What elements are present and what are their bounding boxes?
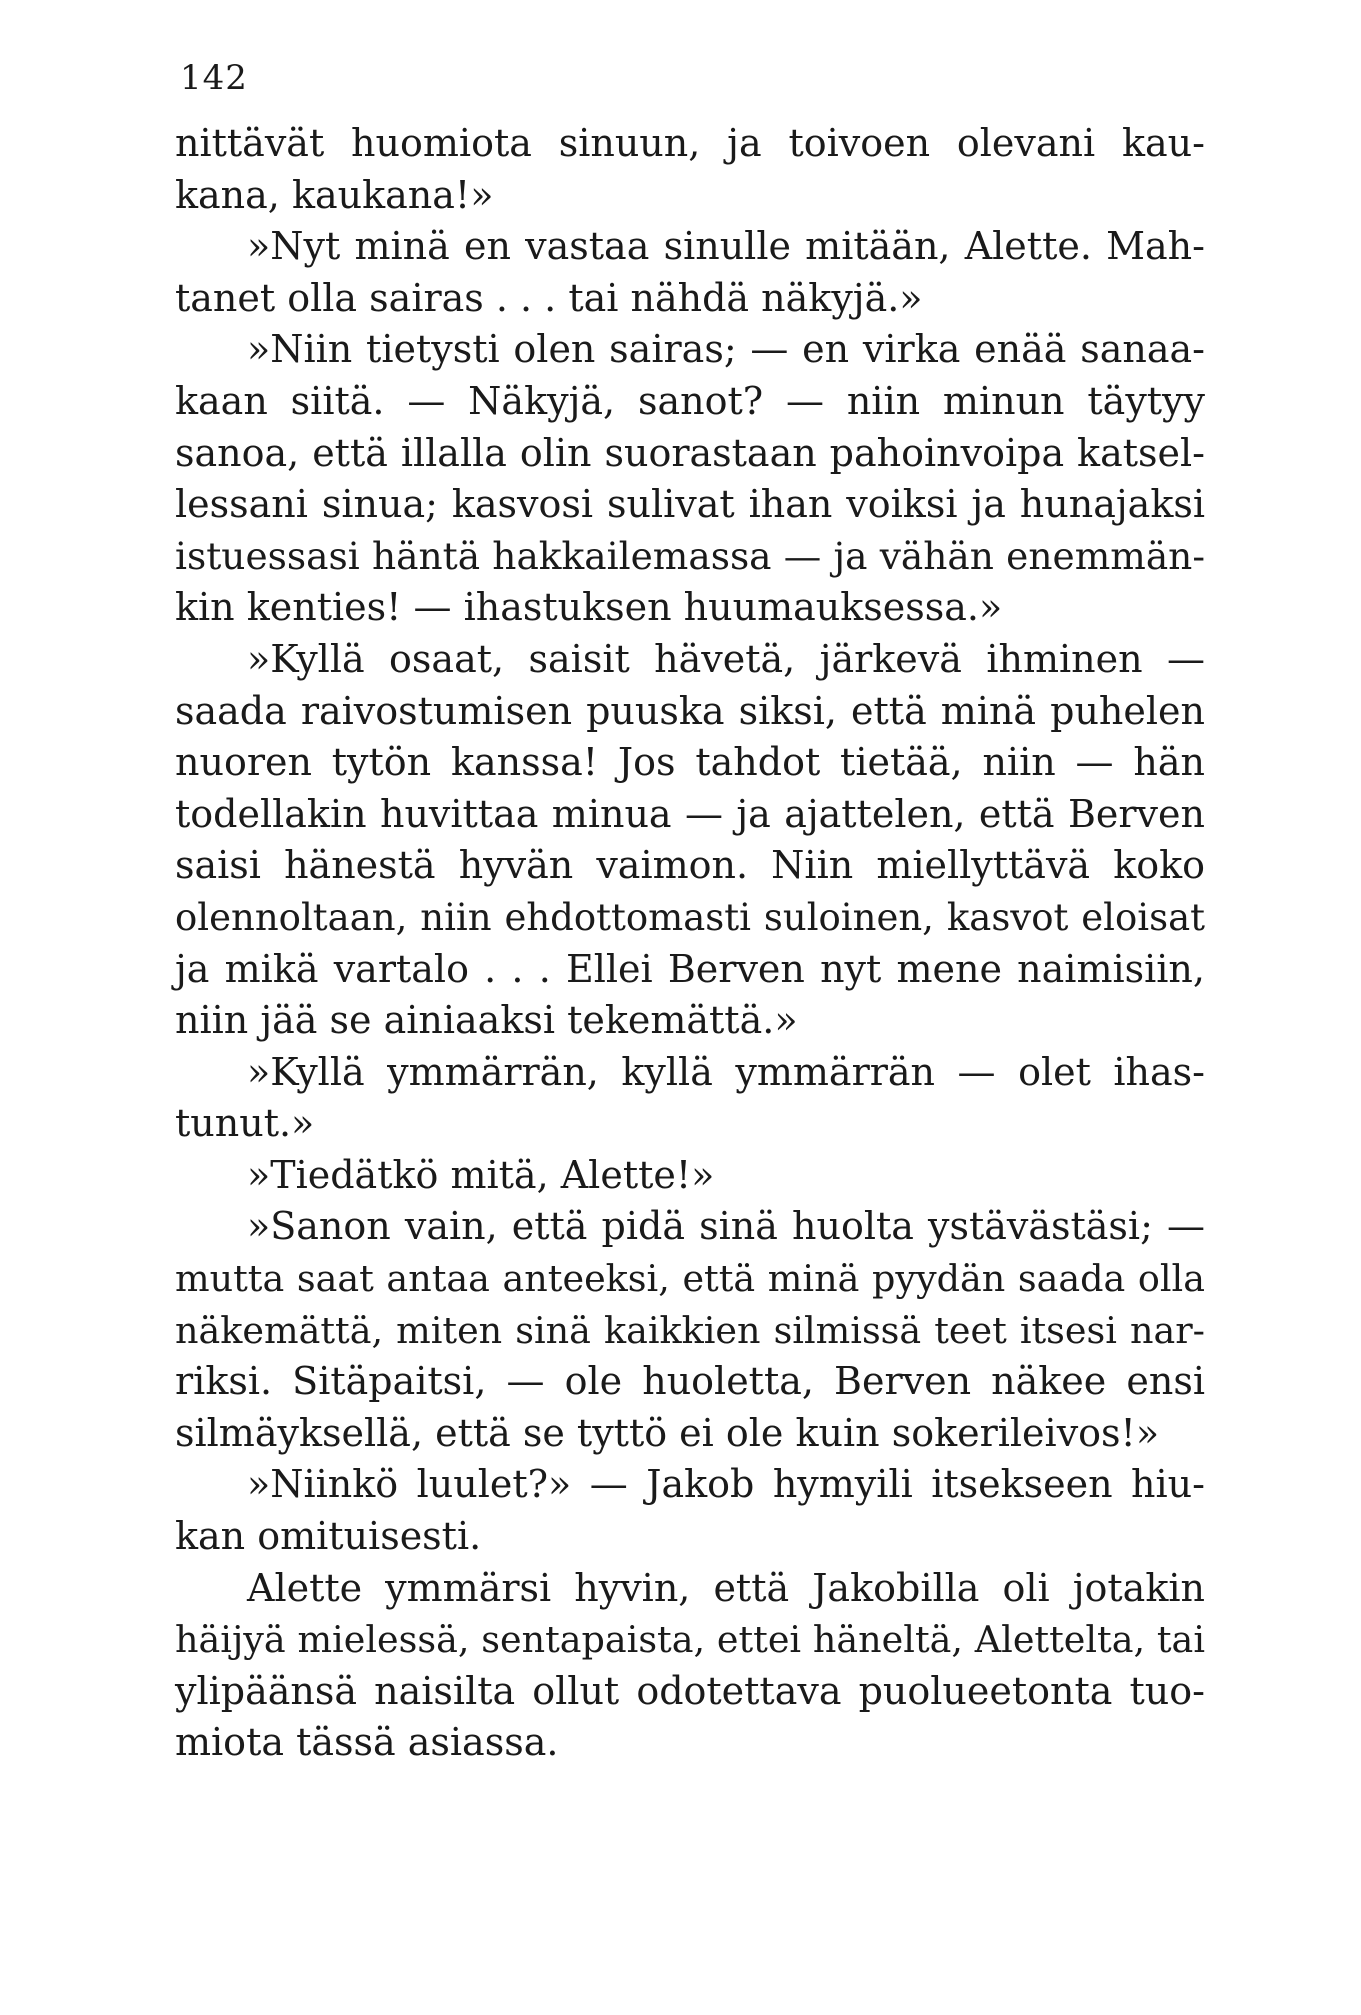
text-line: »Niin tietysti olen sairas; — en virka enää sanaa- — [247, 327, 1205, 372]
text-line: »Kyllä osaat, saisit hävetä, järkevä ihminen — — [247, 636, 1205, 681]
text-line: kana, kaukana!» — [175, 172, 494, 217]
text-line: häijyä mielessä, sentapaista, ettei häneltä, Alettelta, tai — [175, 1618, 1205, 1662]
body-text — [175, 118, 1205, 1769]
text-line: näkemättä, miten sinä kaikkien silmissä teet itsesi nar- — [175, 1308, 1205, 1352]
text-line: ja mikä vartalo . . . Ellei Berven nyt mene naimisiin, — [175, 946, 1205, 991]
text-line: kin kenties! — ihastuksen huumauksessa.» — [175, 585, 1003, 630]
text-line: nittävät huomiota sinuun, ja toivoen olevani kau- — [175, 121, 1205, 165]
text-line: »Tiedätkö mitä, Alette!» — [247, 1152, 715, 1197]
text-line: niin jää se ainiaaksi tekemättä.» — [175, 998, 798, 1043]
text-line: »Niinkö luulet?» — Jakob hymyili itsekseen hiu- — [247, 1462, 1205, 1507]
text-line: saada raivostumisen puuska siksi, että minä puhelen — [175, 688, 1205, 733]
text-line: saisi hänestä hyvän vaimon. Niin miellyttävä koko — [175, 843, 1205, 888]
text-line: istuessasi häntä hakkailemassa — ja vähän enemmän- — [175, 533, 1205, 578]
text-line: kan omituisesti. — [175, 1514, 482, 1559]
text-line: tanet olla sairas . . . tai nähdä näkyjä.» — [175, 275, 923, 320]
text-line: olennoltaan, niin ehdottomasti suloinen, kasvot eloisat — [175, 895, 1205, 939]
text-line: silmäyksellä, että se tyttö ei ole kuin sokerileivos!» — [175, 1410, 1160, 1455]
text-line: miota tässä asiassa. — [175, 1720, 559, 1765]
text-line: tunut.» — [175, 1101, 315, 1146]
text-line: nuoren tytön kanssa! Jos tahdot tietää, niin — hän — [175, 740, 1205, 785]
text-line: mutta saat antaa anteeksi, että minä pyydän saada olla — [175, 1257, 1205, 1301]
text-line: kaan siitä. — Näkyjä, sanot? — niin minun täytyy — [175, 378, 1205, 423]
text-line: riksi. Sitäpaitsi, — ole huoletta, Berven näkee ensi — [175, 1359, 1205, 1404]
text-line: »Kyllä ymmärrän, kyllä ymmärrän — olet ihas- — [247, 1049, 1205, 1094]
text-line: »Nyt minä en vastaa sinulle mitään, Alette. Mah- — [247, 224, 1205, 269]
text-line: ylipäänsä naisilta ollut odotettava puolueetonta tuo- — [175, 1668, 1205, 1713]
page-number: 142 — [180, 58, 248, 98]
text-line: lessani sinua; kasvosi sulivat ihan voiksi ja hunajaksi — [175, 482, 1205, 527]
text-line: »Sanon vain, että pidä sinä huolta ystävästäsi; — — [247, 1204, 1205, 1249]
text-line: sanoa, että illalla olin suorastaan pahoinvoipa katsel- — [175, 430, 1205, 475]
text-line: todellakin huvittaa minua — ja ajattelen, että Berven — [175, 791, 1205, 836]
text-line: Alette ymmärsi hyvin, että Jakobilla oli jotakin — [247, 1565, 1205, 1610]
